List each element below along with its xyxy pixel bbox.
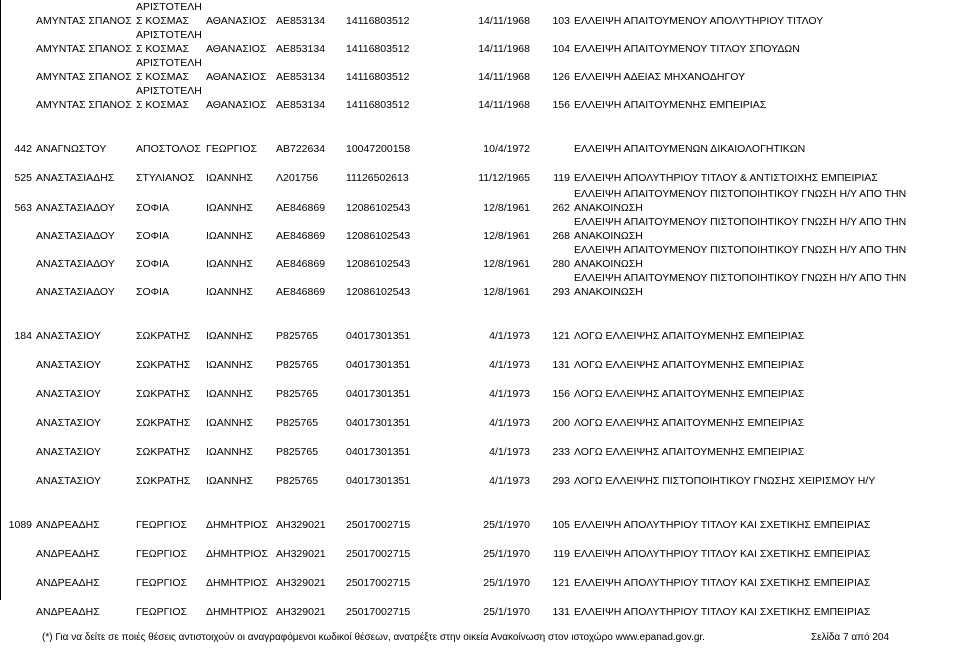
- position-code-cell: 131: [552, 606, 570, 618]
- id-card-cell: ΑΕ853134: [276, 71, 326, 83]
- id-card-cell: ΑΕ853134: [276, 99, 326, 111]
- id-card-cell: ΑΕ853134: [276, 43, 326, 55]
- first-name-cell: ΣΟΦΙΑ: [136, 230, 169, 242]
- birth-date-cell: 25/1/1970: [483, 606, 530, 618]
- id-card-cell: Ρ825765: [276, 446, 319, 458]
- birth-date-cell: 4/1/1973: [489, 417, 530, 429]
- birth-date-cell: 14/11/1968: [478, 71, 530, 83]
- father-name-cell: ΔΗΜΗΤΡΙΟΣ: [206, 577, 268, 589]
- footer-note: (*) Για να δείτε σε ποιές θέσεις αντιστοιχούν οι αναγραφόμενοι κωδικοί θέσεων, ανατρέξτε στην οικεία Ανακοίνωση στον ιστοχώρο www.epanad.gov.gr.: [42, 632, 705, 643]
- row-id-cell: [0, 271, 34, 299]
- table-row: [0, 271, 959, 299]
- first-name-cell: ΑΡΙΣΤΟΤΕΛΗ Σ ΚΟΣΜΑΣ: [136, 85, 202, 111]
- father-name-cell: ΙΩΑΝΝΗΣ: [206, 388, 254, 400]
- first-name-cell: ΑΠΟΣΤΟΛΟΣ: [136, 143, 201, 155]
- last-name-cell: ΑΝΑΣΤΑΣΙΑΔΟΥ: [36, 202, 115, 214]
- father-name-cell: ΙΩΑΝΝΗΣ: [206, 202, 254, 214]
- amka-cell: 14116803512: [346, 15, 410, 27]
- rejection-reason-cell: ΕΛΛΕΙΨΗ ΑΠΟΛΥΤΗΡΙΟΥ ΤΙΤΛΟΥ ΚΑΙ ΣΧΕΤΙΚΗΣ ΕΜΠΕΙΡΙΑΣ: [574, 577, 871, 589]
- amka-cell: 12086102543: [346, 230, 411, 242]
- row-id-cell: [0, 56, 34, 84]
- table-row: [0, 372, 959, 401]
- rejection-reason-cell: ΕΛΛΕΙΨΗ ΑΠΑΙΤΟΥΜΕΝΟΥ ΑΠΟΛΥΤΗΡΙΟΥ ΤΙΤΛΟΥ: [574, 15, 824, 27]
- first-name-cell: ΓΕΩΡΓΙΟΣ: [136, 577, 187, 589]
- first-name-cell: ΣΩΚΡΑΤΗΣ: [136, 446, 191, 458]
- row-id-cell: [0, 430, 34, 459]
- position-code-cell: 103: [552, 15, 570, 27]
- table-row: [0, 215, 959, 243]
- first-name-cell: ΣΩΚΡΑΤΗΣ: [136, 330, 191, 342]
- rejection-reason-cell: ΕΛΛΕΙΨΗ ΑΠΟΛΥΤΗΡΙΟΥ ΤΙΤΛΟΥ & ΑΝΤΙΣΤΟΙΧΗΣ ΕΜΠΕΙΡΙΑΣ: [574, 172, 878, 184]
- position-code-cell: 105: [552, 519, 570, 531]
- position-code-cell: 121: [552, 577, 570, 589]
- id-card-cell: Ρ825765: [276, 475, 319, 487]
- first-name-cell: ΣΩΚΡΑΤΗΣ: [136, 475, 191, 487]
- last-name-cell: ΑΝΔΡΕΑΔΗΣ: [36, 519, 100, 531]
- birth-date-cell: 14/11/1968: [478, 99, 530, 111]
- first-name-cell: ΑΡΙΣΤΟΤΕΛΗ Σ ΚΟΣΜΑΣ: [136, 29, 202, 55]
- rejection-reason-cell: ΛΟΓΩ ΕΛΛΕΙΨΗΣ ΠΙΣΤΟΠΟΙΗΤΙΚΟΥ ΓΝΩΣΗΣ ΧΕΙΡΙΣΜΟΥ Η/Υ: [574, 475, 876, 487]
- amka-cell: 12086102543: [346, 286, 411, 298]
- father-name-cell: ΙΩΑΝΝΗΣ: [206, 475, 254, 487]
- last-name-cell: ΑΜΥΝΤΑΣ ΣΠΑΝΟΣ: [36, 43, 132, 55]
- last-name-cell: ΑΝΔΡΕΑΔΗΣ: [36, 548, 100, 560]
- father-name-cell: ΙΩΑΝΝΗΣ: [206, 230, 254, 242]
- birth-date-cell: 25/1/1970: [483, 577, 530, 589]
- amka-cell: 25017002715: [346, 548, 411, 560]
- table-row: [0, 243, 959, 271]
- table-row: [0, 112, 959, 156]
- position-code-cell: 200: [552, 417, 570, 429]
- page-number: Σελίδα 7 από 204: [811, 632, 890, 643]
- first-name-cell: ΓΕΩΡΓΙΟΣ: [136, 548, 187, 560]
- last-name-cell: ΑΝΑΣΤΑΣΙΑΔΟΥ: [36, 286, 115, 298]
- position-code-cell: 131: [552, 359, 570, 371]
- table-row: [0, 430, 959, 459]
- father-name-cell: ΙΩΑΝΝΗΣ: [206, 258, 254, 270]
- birth-date-cell: 4/1/1973: [489, 330, 530, 342]
- amka-cell: 04017301351: [346, 446, 411, 458]
- birth-date-cell: 14/11/1968: [478, 43, 530, 55]
- row-id-cell: 184: [14, 330, 32, 342]
- last-name-cell: ΑΝΑΣΤΑΣΙΟΥ: [36, 475, 101, 487]
- id-card-cell: Ρ825765: [276, 417, 319, 429]
- rejection-reason-cell: ΕΛΛΕΙΨΗ ΑΠΟΛΥΤΗΡΙΟΥ ΤΙΤΛΟΥ ΚΑΙ ΣΧΕΤΙΚΗΣ ΕΜΠΕΙΡΙΑΣ: [574, 606, 871, 618]
- last-name-cell: ΑΝΔΡΕΑΔΗΣ: [36, 606, 100, 618]
- row-id-cell: [0, 28, 34, 56]
- amka-cell: 14116803512: [346, 99, 410, 111]
- birth-date-cell: 12/8/1961: [483, 258, 530, 270]
- first-name-cell: ΑΡΙΣΤΟΤΕΛΗ Σ ΚΟΣΜΑΣ: [136, 1, 202, 27]
- position-code-cell: 293: [552, 475, 570, 487]
- row-id-cell: 1089: [8, 519, 32, 531]
- position-code-cell: 126: [552, 71, 570, 83]
- table-row: [0, 532, 959, 561]
- amka-cell: 25017002715: [346, 519, 411, 531]
- birth-date-cell: 12/8/1961: [483, 230, 530, 242]
- position-code-cell: 233: [552, 446, 570, 458]
- last-name-cell: ΑΝΑΣΤΑΣΙΑΔΟΥ: [36, 230, 115, 242]
- father-name-cell: ΙΩΑΝΝΗΣ: [206, 446, 254, 458]
- table-row: [0, 28, 959, 56]
- table-row: [0, 459, 959, 488]
- position-code-cell: 262: [552, 202, 570, 214]
- table-row: [0, 561, 959, 590]
- amka-cell: 12086102543: [346, 202, 411, 214]
- row-id-cell: [0, 372, 34, 401]
- table-row: [0, 343, 959, 372]
- rejection-reason-cell: ΛΟΓΩ ΕΛΛΕΙΨΗΣ ΑΠΑΙΤΟΥΜΕΝΗΣ ΕΜΠΕΙΡΙΑΣ: [574, 417, 805, 429]
- birth-date-cell: 25/1/1970: [483, 548, 530, 560]
- table-row: [0, 0, 959, 28]
- id-card-cell: ΑΕ846869: [276, 202, 326, 214]
- id-card-cell: ΑΕ853134: [276, 15, 326, 27]
- birth-date-cell: 12/8/1961: [483, 202, 530, 214]
- birth-date-cell: 14/11/1968: [478, 15, 530, 27]
- amka-cell: 14116803512: [346, 43, 410, 55]
- first-name-cell: ΑΡΙΣΤΟΤΕΛΗ Σ ΚΟΣΜΑΣ: [136, 57, 202, 83]
- birth-date-cell: 4/1/1973: [489, 359, 530, 371]
- father-name-cell: ΑΘΑΝΑΣΙΟΣ: [206, 99, 267, 111]
- birth-date-cell: 4/1/1973: [489, 388, 530, 400]
- last-name-cell: ΑΜΥΝΤΑΣ ΣΠΑΝΟΣ: [36, 15, 132, 27]
- amka-cell: 25017002715: [346, 606, 411, 618]
- rejection-reason-cell: ΕΛΛΕΙΨΗ ΑΠΑΙΤΟΥΜΕΝΟΥ ΠΙΣΤΟΠΟΙΗΤΙΚΟΥ ΓΝΩΣΗ Η/Υ ΑΠΟ ΤΗΝ ΑΝΑΚΟΙΝΩΣΗ: [574, 244, 907, 270]
- row-id-cell: 563: [14, 202, 32, 214]
- id-card-cell: ΑΗ329021: [276, 606, 326, 618]
- birth-date-cell: 11/12/1965: [478, 172, 530, 184]
- position-code-cell: 121: [552, 330, 570, 342]
- birth-date-cell: 4/1/1973: [489, 446, 530, 458]
- last-name-cell: ΑΝΑΣΤΑΣΙΑΔΟΥ: [36, 258, 115, 270]
- id-card-cell: ΑΗ329021: [276, 577, 326, 589]
- father-name-cell: ΙΩΑΝΝΗΣ: [206, 172, 254, 184]
- father-name-cell: ΙΩΑΝΝΗΣ: [206, 330, 254, 342]
- last-name-cell: ΑΝΑΣΤΑΣΙΑΔΗΣ: [36, 172, 115, 184]
- row-id-cell: [0, 590, 34, 619]
- last-name-cell: ΑΝΔΡΕΑΔΗΣ: [36, 577, 100, 589]
- father-name-cell: ΓΕΩΡΓΙΟΣ: [206, 143, 257, 155]
- position-code-cell: 156: [552, 388, 570, 400]
- last-name-cell: ΑΝΑΣΤΑΣΙΟΥ: [36, 417, 101, 429]
- birth-date-cell: 4/1/1973: [489, 475, 530, 487]
- rejection-reason-cell: ΕΛΛΕΙΨΗ ΑΔΕΙΑΣ ΜΗΧΑΝΟΔΗΓΟΥ: [574, 71, 746, 83]
- row-id-cell: [0, 532, 34, 561]
- first-name-cell: ΓΕΩΡΓΙΟΣ: [136, 606, 187, 618]
- amka-cell: 04017301351: [346, 330, 411, 342]
- rejection-reason-cell: ΕΛΛΕΙΨΗ ΑΠΑΙΤΟΥΜΕΝΟΥ ΠΙΣΤΟΠΟΙΗΤΙΚΟΥ ΓΝΩΣΗ Η/Υ ΑΠΟ ΤΗΝ ΑΝΑΚΟΙΝΩΣΗ: [574, 188, 907, 214]
- table-row: [0, 401, 959, 430]
- table-row: [0, 84, 959, 112]
- rejection-reason-cell: ΛΟΓΩ ΕΛΛΕΙΨΗΣ ΑΠΑΙΤΟΥΜΕΝΗΣ ΕΜΠΕΙΡΙΑΣ: [574, 359, 805, 371]
- last-name-cell: ΑΝΑΣΤΑΣΙΟΥ: [36, 330, 101, 342]
- last-name-cell: ΑΝΑΣΤΑΣΙΟΥ: [36, 388, 101, 400]
- table-row: [0, 488, 959, 532]
- rejection-reason-cell: ΕΛΛΕΙΨΗ ΑΠΑΙΤΟΥΜΕΝΟΥ ΠΙΣΤΟΠΟΙΗΤΙΚΟΥ ΓΝΩΣΗ Η/Υ ΑΠΟ ΤΗΝ ΑΝΑΚΟΙΝΩΣΗ: [574, 216, 907, 242]
- father-name-cell: ΙΩΑΝΝΗΣ: [206, 417, 254, 429]
- amka-cell: 14116803512: [346, 71, 410, 83]
- last-name-cell: ΑΝΑΣΤΑΣΙΟΥ: [36, 446, 101, 458]
- table-row: [0, 56, 959, 84]
- id-card-cell: Ρ825765: [276, 388, 319, 400]
- row-id-cell: [0, 84, 34, 112]
- rejection-reason-cell: ΕΛΛΕΙΨΗ ΑΠΑΙΤΟΥΜΕΝΩΝ ΔΙΚΑΙΟΛΟΓΗΤΙΚΩΝ: [574, 143, 806, 155]
- rejection-reason-cell: ΕΛΛΕΙΨΗ ΑΠΑΙΤΟΥΜΕΝΟΥ ΤΙΤΛΟΥ ΣΠΟΥΔΩΝ: [574, 43, 800, 55]
- row-id-cell: 442: [14, 143, 32, 155]
- father-name-cell: ΑΘΑΝΑΣΙΟΣ: [206, 15, 267, 27]
- rejection-reason-cell: ΛΟΓΩ ΕΛΛΕΙΨΗΣ ΑΠΑΙΤΟΥΜΕΝΗΣ ΕΜΠΕΙΡΙΑΣ: [574, 446, 805, 458]
- row-id-cell: [0, 561, 34, 590]
- father-name-cell: ΔΗΜΗΤΡΙΟΣ: [206, 548, 268, 560]
- last-name-cell: ΑΝΑΣΤΑΣΙΟΥ: [36, 359, 101, 371]
- position-code-cell: 268: [552, 230, 570, 242]
- id-card-cell: ΑΕ846869: [276, 230, 326, 242]
- row-id-cell: [0, 0, 34, 28]
- amka-cell: 04017301351: [346, 475, 411, 487]
- table-row: [0, 299, 959, 343]
- amka-cell: 04017301351: [346, 359, 411, 371]
- rejection-reason-cell: ΕΛΛΕΙΨΗ ΑΠΟΛΥΤΗΡΙΟΥ ΤΙΤΛΟΥ ΚΑΙ ΣΧΕΤΙΚΗΣ ΕΜΠΕΙΡΙΑΣ: [574, 548, 871, 560]
- rejection-reason-cell: ΛΟΓΩ ΕΛΛΕΙΨΗΣ ΑΠΑΙΤΟΥΜΕΝΗΣ ΕΜΠΕΙΡΙΑΣ: [574, 388, 805, 400]
- birth-date-cell: 25/1/1970: [483, 519, 530, 531]
- page-footer: [0, 631, 959, 645]
- id-card-cell: Ρ825765: [276, 359, 319, 371]
- row-id-cell: [0, 459, 34, 488]
- rejection-reason-cell: ΕΛΛΕΙΨΗ ΑΠΑΙΤΟΥΜΕΝΗΣ ΕΜΠΕΙΡΙΑΣ: [574, 99, 767, 111]
- id-card-cell: Λ201756: [276, 172, 319, 184]
- position-code-cell: 119: [553, 172, 570, 184]
- id-card-cell: ΑΕ846869: [276, 286, 326, 298]
- amka-cell: 12086102543: [346, 258, 411, 270]
- first-name-cell: ΣΩΚΡΑΤΗΣ: [136, 417, 191, 429]
- rejection-reason-cell: ΛΟΓΩ ΕΛΛΕΙΨΗΣ ΑΠΑΙΤΟΥΜΕΝΗΣ ΕΜΠΕΙΡΙΑΣ: [574, 330, 805, 342]
- rejection-reason-cell: ΕΛΛΕΙΨΗ ΑΠΑΙΤΟΥΜΕΝΟΥ ΠΙΣΤΟΠΟΙΗΤΙΚΟΥ ΓΝΩΣΗ Η/Υ ΑΠΟ ΤΗΝ ΑΝΑΚΟΙΝΩΣΗ: [574, 272, 907, 298]
- first-name-cell: ΓΕΩΡΓΙΟΣ: [136, 519, 187, 531]
- row-id-cell: [0, 215, 34, 243]
- id-card-cell: ΑΕ846869: [276, 258, 326, 270]
- row-id-cell: [0, 401, 34, 430]
- father-name-cell: ΙΩΑΝΝΗΣ: [206, 286, 254, 298]
- father-name-cell: ΔΗΜΗΤΡΙΟΣ: [206, 606, 268, 618]
- amka-cell: 04017301351: [346, 417, 411, 429]
- row-id-cell: [0, 243, 34, 271]
- first-name-cell: ΣΩΚΡΑΤΗΣ: [136, 359, 191, 371]
- position-code-cell: 119: [553, 548, 570, 560]
- amka-cell: 04017301351: [346, 388, 411, 400]
- amka-cell: 10047200158: [346, 143, 411, 155]
- last-name-cell: ΑΜΥΝΤΑΣ ΣΠΑΝΟΣ: [36, 99, 132, 111]
- id-card-cell: ΑΗ329021: [276, 519, 326, 531]
- father-name-cell: ΑΘΑΝΑΣΙΟΣ: [206, 71, 267, 83]
- table-row: [0, 156, 959, 185]
- position-code-cell: 104: [552, 43, 570, 55]
- position-code-cell: 156: [552, 99, 570, 111]
- last-name-cell: ΑΜΥΝΤΑΣ ΣΠΑΝΟΣ: [36, 71, 132, 83]
- first-name-cell: ΣΩΚΡΑΤΗΣ: [136, 388, 191, 400]
- father-name-cell: ΔΗΜΗΤΡΙΟΣ: [206, 519, 268, 531]
- first-name-cell: ΣΟΦΙΑ: [136, 202, 169, 214]
- rejection-reason-cell: ΕΛΛΕΙΨΗ ΑΠΟΛΥΤΗΡΙΟΥ ΤΙΤΛΟΥ ΚΑΙ ΣΧΕΤΙΚΗΣ ΕΜΠΕΙΡΙΑΣ: [574, 519, 871, 531]
- position-code-cell: [532, 112, 572, 156]
- father-name-cell: ΑΘΑΝΑΣΙΟΣ: [206, 43, 267, 55]
- amka-cell: 11126502613: [346, 172, 409, 184]
- amka-cell: 25017002715: [346, 577, 411, 589]
- position-code-cell: 280: [552, 258, 570, 270]
- first-name-cell: ΣΤΥΛΙΑΝΟΣ: [136, 172, 195, 184]
- table-row: [0, 590, 959, 619]
- first-name-cell: ΣΟΦΙΑ: [136, 286, 169, 298]
- id-card-cell: ΑΗ329021: [276, 548, 326, 560]
- row-id-cell: 525: [14, 172, 32, 184]
- birth-date-cell: 10/4/1972: [483, 143, 530, 155]
- position-code-cell: 293: [552, 286, 570, 298]
- id-card-cell: ΑΒ722634: [276, 143, 326, 155]
- id-card-cell: Ρ825765: [276, 330, 319, 342]
- first-name-cell: ΣΟΦΙΑ: [136, 258, 169, 270]
- table-row: [0, 185, 959, 215]
- father-name-cell: ΙΩΑΝΝΗΣ: [206, 359, 254, 371]
- last-name-cell: ΑΝΑΓΝΩΣΤΟΥ: [36, 143, 107, 155]
- birth-date-cell: 12/8/1961: [483, 286, 530, 298]
- row-id-cell: [0, 343, 34, 372]
